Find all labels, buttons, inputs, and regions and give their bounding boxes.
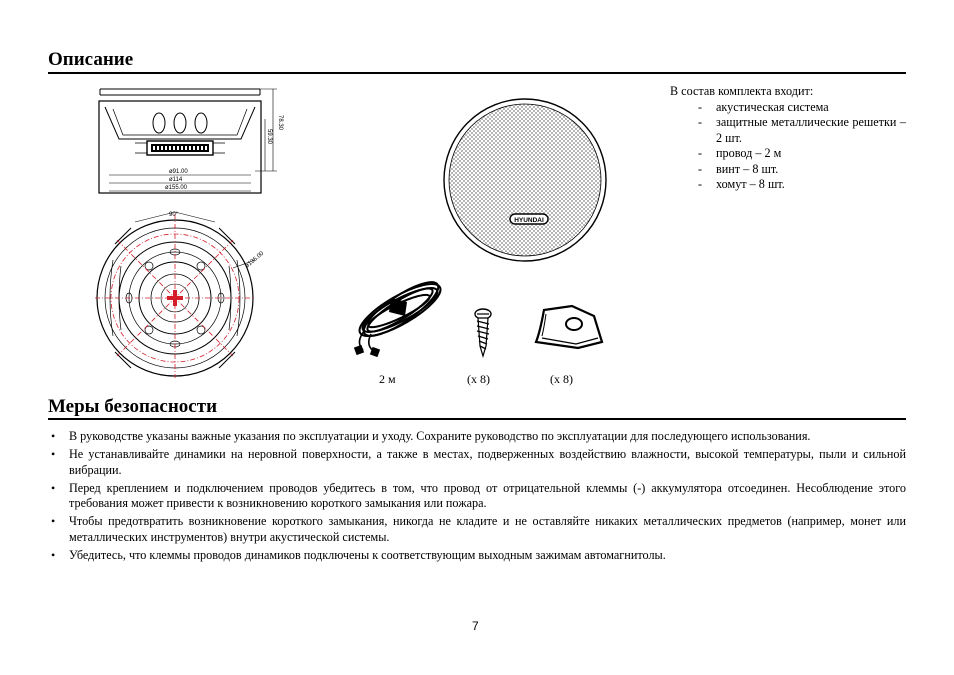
dim-d91: ø91.00 bbox=[169, 169, 188, 175]
safety-item: • Убедитесь, что клеммы проводов динамиков подключены к соответствующим выходным зажимам автомагнитолы. bbox=[51, 548, 666, 563]
speaker-front-drawing bbox=[95, 208, 285, 378]
title-rule bbox=[48, 418, 906, 420]
kit-contents bbox=[670, 84, 906, 193]
kit-list bbox=[670, 100, 906, 193]
dim-angle-90: 90° bbox=[169, 212, 179, 218]
section-title-safety: Меры безопасности bbox=[48, 396, 218, 417]
safety-item: • Перед креплением и подключением проводов убедитесь в том, что провод от отрицательной клеммы (-) аккумулятора отсоединен. Несоблюдение этого требования может привести к возникновению короткого замыкания или пожара. bbox=[51, 480, 906, 511]
section-title-description: Описание bbox=[48, 49, 134, 70]
title-rule bbox=[48, 72, 906, 74]
caption-clip: (x 8) bbox=[550, 372, 573, 386]
caption-wire: 2 м bbox=[379, 372, 396, 386]
safety-list bbox=[48, 429, 906, 566]
safety-item: • В руководстве указаны важные указания по эксплуатации и уходу. Сохраните руководство по эксплуатации для последующего использования. bbox=[51, 429, 811, 443]
kit-item: - провод – 2 м bbox=[698, 146, 782, 160]
dim-78-30: 78.30 bbox=[277, 115, 283, 131]
caption-screw: (x 8) bbox=[467, 372, 490, 386]
kit-item: - винт – 8 шт. bbox=[698, 161, 779, 176]
kit-item: - хомут – 8 шт. bbox=[698, 177, 785, 191]
screw-icon bbox=[472, 308, 494, 358]
speaker-side-drawing bbox=[95, 85, 285, 197]
dim-d136: ø136.00 bbox=[244, 250, 266, 270]
dim-d155: ø155.00 bbox=[165, 185, 188, 191]
kit-item: - защитные металлические решетки – 2 шт. bbox=[698, 115, 906, 145]
grille-logo: HYUNDAI bbox=[514, 217, 544, 224]
grille-logo-plate bbox=[510, 214, 548, 224]
kit-item: - акустическая система bbox=[698, 99, 829, 114]
dim-d114: ø114 bbox=[169, 177, 183, 183]
safety-item: • Чтобы предотвратить возникновение короткого замыкания, никогда не кладите и не оставляйте никаких металлических предметов (например, монет или металлических инструментов) внутри акустической системы. bbox=[51, 514, 906, 545]
kit-intro: В состав комплекта входит: bbox=[670, 84, 814, 98]
dim-59-30: 59.30 bbox=[266, 129, 272, 145]
grille-illustration bbox=[440, 95, 610, 265]
coiled-wire-icon bbox=[345, 268, 460, 358]
mounting-clip-icon bbox=[532, 302, 607, 352]
page-number: 7 bbox=[472, 619, 479, 633]
safety-item: • Не устанавливайте динамики на неровной поверхности, а также в местах, подверженных воздействию влажности, высокой температуры, пыли и сильной вибрации. bbox=[51, 447, 906, 477]
